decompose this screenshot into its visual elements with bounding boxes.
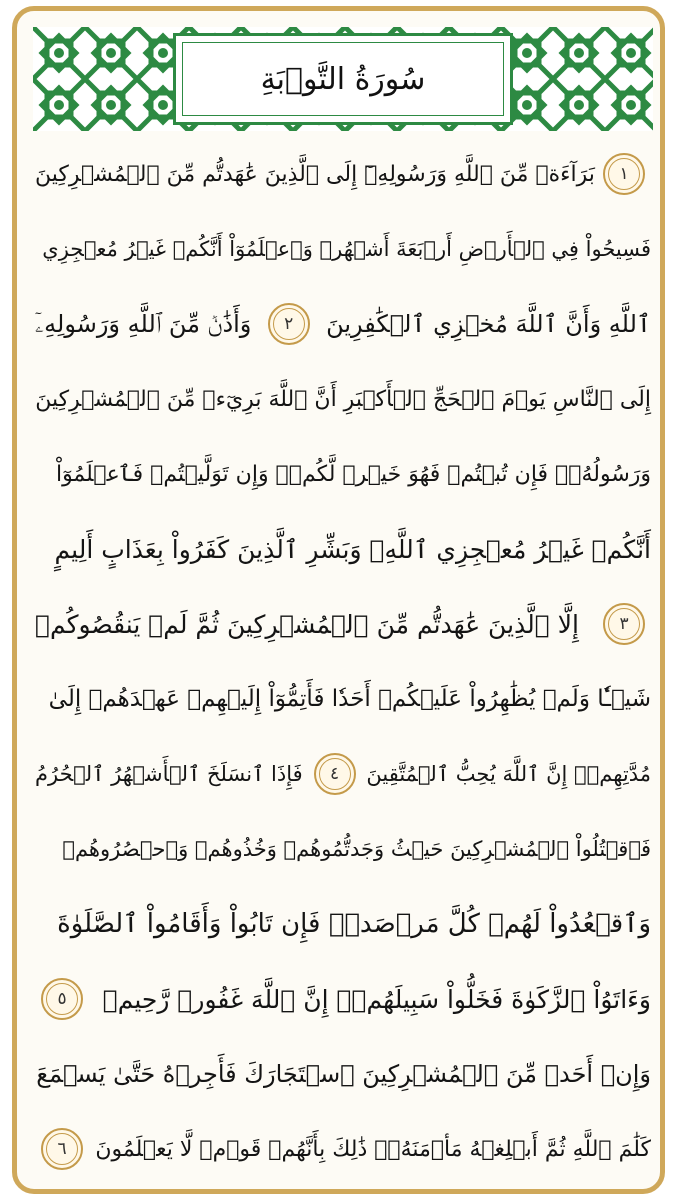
verse-line — [35, 358, 651, 440]
verse-line — [35, 1033, 651, 1115]
verse-text: أَنَّكُمۡ غَيۡرُ مُعۡجِزِي ٱللَّهِۗ وَبَشِّرِ ٱلَّذِينَ كَفَرُواْ بِعَذَابٍ أَلِيمٍ — [54, 534, 651, 564]
verse-text: فَٱقۡتُلُواْ ٱلۡمُشۡرِكِينَ حَيۡثُ وَجَدتُّمُوهُمۡ وَخُذُوهُمۡ وَٱحۡصُرُوهُمۡ — [62, 837, 651, 861]
surah-title: سُورَةُ التَّوۡبَةِ — [260, 61, 426, 97]
verse-line — [35, 883, 651, 965]
verse-text: وَءَاتَوُاْ ٱلزَّكَوٰةَ فَخَلُّواْ سَبِيلَهُمۡۚ إِنَّ ٱللَّهَ غَفُورٞ رَّحِيمٞ — [102, 984, 651, 1014]
verse-text: وَإِنۡ أَحَدٞ مِّنَ ٱلۡمُشۡرِكِينَ ٱسۡتَجَارَكَ فَأَجِرۡهُ حَتَّىٰ يَسۡمَعَ — [36, 1060, 651, 1088]
verse-line — [35, 133, 651, 215]
ayah-number-marker: ٢ — [268, 303, 310, 345]
verse-text: ٱللَّهِ وَأَنَّ ٱللَّهَ مُخۡزِي ٱلۡكَٰفِرِينَ — [326, 310, 651, 338]
ayah-number-marker: ٣ — [603, 603, 645, 645]
verse-text: وَٱقۡعُدُواْ لَهُمۡ كُلَّ مَرۡصَدٖۚ فَإِن تَابُواْ وَأَقَامُواْ ٱلصَّلَوٰةَ — [57, 909, 651, 939]
verse-line — [35, 958, 651, 1040]
ayah-number-marker: ١ — [603, 153, 645, 195]
verse-text: مُدَّتِهِمۡۚ إِنَّ ٱللَّهَ يُحِبُّ ٱلۡمُتَّقِينَ — [366, 762, 651, 786]
surah-header — [33, 27, 653, 131]
verse-line — [35, 583, 651, 665]
verse-line — [35, 658, 651, 740]
ayah-number-marker: ٥ — [41, 978, 83, 1020]
surah-title-box — [173, 33, 513, 125]
verse-text: فَإِذَا ٱنسَلَخَ ٱلۡأَشۡهُرُ ٱلۡحُرُمُ — [35, 762, 303, 786]
page-frame — [12, 6, 665, 1194]
verse-text: إِلَّا ٱلَّذِينَ عَٰهَدتُّم مِّنَ ٱلۡمُشۡرِكِينَ ثُمَّ لَمۡ يَنقُصُوكُمۡ — [35, 609, 579, 639]
ayah-number-marker: ٤ — [314, 753, 356, 795]
verse-line — [35, 808, 651, 890]
verse-line — [35, 1108, 651, 1190]
verse-text: بَرَآءَةٞ مِّنَ ٱللَّهِ وَرَسُولِهِۦٓ إِلَى ٱلَّذِينَ عَٰهَدتُّم مِّنَ ٱلۡمُشۡرِكِينَ — [35, 161, 595, 187]
verse-text: وَرَسُولُهُۥۚ فَإِن تُبۡتُمۡ فَهُوَ خَيۡرٞ لَّكُمۡۖ وَإِن تَوَلَّيۡتُمۡ فَٱعۡلَمُوٓاْ — [55, 461, 651, 487]
verse-text: إِلَى ٱلنَّاسِ يَوۡمَ ٱلۡحَجِّ ٱلۡأَكۡبَرِ أَنَّ ٱللَّهَ بَرِيٓءٞ مِّنَ ٱلۡمُشۡرِكِينَ — [35, 386, 651, 412]
verse-line — [35, 733, 651, 815]
verse-text: وَأَذَٰنٞ مِّنَ ٱللَّهِ وَرَسُولِهِۦٓ — [35, 310, 252, 338]
verse-text: فَسِيحُواْ فِي ٱلۡأَرۡضِ أَرۡبَعَةَ أَشۡهُرٖ وَٱعۡلَمُوٓاْ أَنَّكُمۡ غَيۡرُ مُعۡجِزِي — [42, 237, 651, 261]
verse-line — [35, 508, 651, 590]
quran-text-area — [35, 133, 651, 1183]
verse-text: شَيۡـٔٗا وَلَمۡ يُظَٰهِرُواْ عَلَيۡكُمۡ أَحَدٗا فَأَتِمُّوٓاْ إِلَيۡهِمۡ عَهۡدَهُمۡ إِلَىٰ — [48, 686, 651, 712]
verse-line — [35, 208, 651, 290]
ayah-number-marker: ٦ — [41, 1128, 83, 1170]
verse-line — [35, 433, 651, 515]
verse-line — [35, 283, 651, 365]
verse-text: كَلَٰمَ ٱللَّهِ ثُمَّ أَبۡلِغۡهُ مَأۡمَنَهُۥۚ ذَٰلِكَ بِأَنَّهُمۡ قَوۡمٞ لَّا يَعۡلَمُونَ — [95, 1136, 651, 1162]
